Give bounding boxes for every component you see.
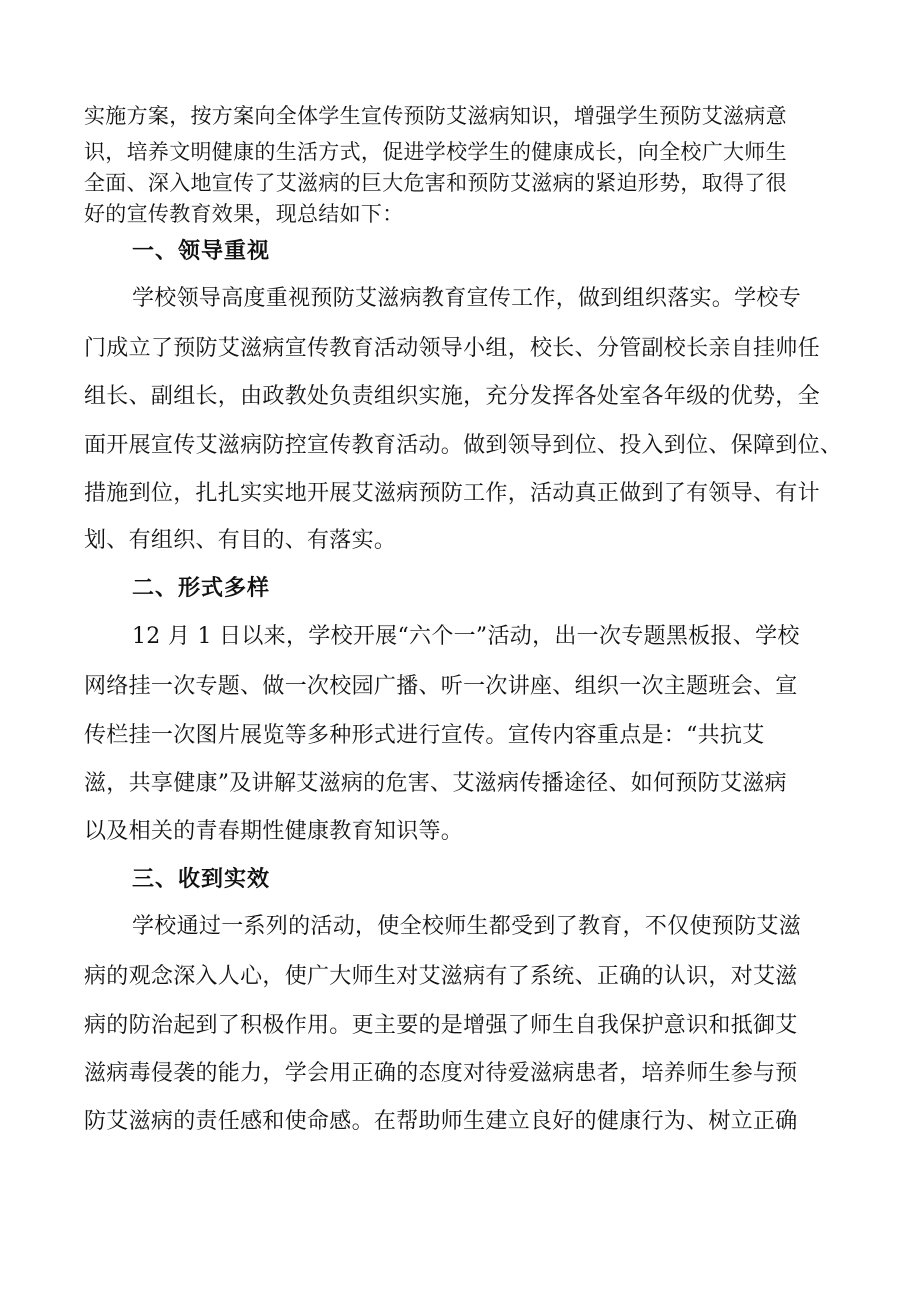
section-heading: 二、形式多样 [132,576,271,601]
section-heading: 三、收到实效 [132,867,271,892]
text-line: 病的防治起到了积极作用。更主要的是增强了师生自我保护意识和抵御艾 [84,1013,798,1038]
text-line: 全面、深入地宣传了艾滋病的巨大危害和预防艾滋病的紧迫形势，取得了很 [84,171,787,195]
text-line: 滋，共享健康”及讲解艾滋病的危害、艾滋病传播途径、如何预防艾滋病 [84,771,787,796]
text-line: 以及相关的青春期性健康教育知识等。 [84,819,464,844]
text-line: 识，培养文明健康的生活方式，促进学校学生的健康成长，向全校广大师生 [84,140,787,164]
text-line: 组长、副组长，由政教处负责组织实施，充分发挥各处室各年级的优势，全 [84,384,820,409]
text-line: 好的宣传教育效果，现总结如下： [84,202,404,226]
text-line: 防艾滋病的责任感和使命感。在帮助师生建立良好的健康行为、树立正确 [84,1109,798,1134]
text-line: 实施方案，按方案向全体学生宣传预防艾滋病知识，增强学生预防艾滋病意 [84,104,787,128]
text-line: 划、有组织、有目的、有落实。 [84,528,397,553]
text-line: 面开展宣传艾滋病防控宣传教育活动。做到领导到位、投入到位、保障到位、 [84,433,843,458]
text-line: 病的观念深入人心，使广大师生对艾滋病有了系统、正确的认识，对艾滋 [84,964,798,989]
text-line: 12 月 1 日以来，学校开展“六个一”活动，出一次专题黑板报、学校 [132,624,800,649]
text-line: 措施到位，扎扎实实地开展艾滋病预防工作，活动真正做到了有领导、有计 [84,481,820,506]
section-heading: 一、领导重视 [132,239,271,264]
text-line: 滋病毒侵袭的能力，学会用正确的态度对待爱滋病患者，培养师生参与预 [84,1061,798,1086]
text-line: 传栏挂一次图片展览等多种形式进行宣传。宣传内容重点是：“共抗艾 [84,723,765,748]
text-line: 网络挂一次专题、做一次校园广播、听一次讲座、组织一次主题班会、宣 [84,674,798,699]
text-line: 学校领导高度重视预防艾滋病教育宣传工作，做到组织落实。学校专 [132,286,802,311]
text-line: 门成立了预防艾滋病宣传教育活动领导小组，校长、分管副校长亲自挂帅任 [84,336,820,361]
text-line: 学校通过一系列的活动，使全校师生都受到了教育，不仅使预防艾滋 [132,914,802,939]
